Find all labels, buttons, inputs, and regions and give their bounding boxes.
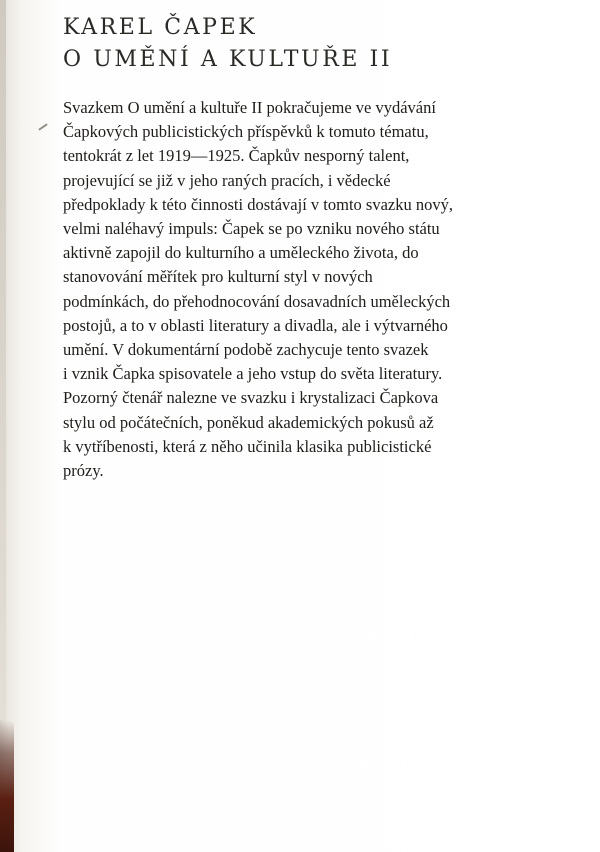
blurb-line: Čapkových publicistických příspěvků k tomuto tématu,: [63, 122, 429, 142]
blurb-line: velmi naléhavý impuls: Čapek se po vzniku nového státu: [63, 219, 440, 239]
blurb-line: Svazkem O umění a kultuře II pokračujeme ve vydávání: [63, 98, 436, 117]
blurb-line: postojů, a to v oblasti literatury a divadla, ale i výtvarného: [63, 315, 448, 335]
blurb-line: tentokrát z let 1919—1925. Čapkův nesporný talent,: [63, 146, 410, 166]
book-title: O UMĚNÍ A KULTUŘE II: [63, 47, 393, 72]
book-header: [63, 12, 583, 76]
cover-edge: [0, 720, 14, 852]
blurb-line: projevující se již v jeho raných pracích, i vědecké: [63, 170, 391, 190]
blurb-line: Pozorný čtenář nalezne ve svazku i krystalizaci Čapkova: [63, 388, 439, 408]
blurb-line: umění. V dokumentární podobě zachycuje tento svazek: [63, 340, 429, 360]
blurb-line: prózy.: [63, 461, 104, 481]
blurb-line: předpoklady k této činnosti dostávají v tomto svazku nový,: [63, 194, 453, 214]
blurb-line: podmínkách, do přehodnocování dosavadních uměleckých: [63, 291, 451, 311]
blurb-line: i vznik Čapka spisovatele a jeho vstup do světa literatury.: [63, 364, 443, 384]
blurb-line: stanovování měřítek pro kulturní styl v nových: [63, 267, 373, 287]
blurb-line: aktivně zapojil do kulturního a uměleckého života, do: [63, 243, 419, 263]
author-name: KAREL ČAPEK: [63, 15, 258, 40]
blurb-line: k vytříbenosti, která z něho učinila klasika publicistické: [63, 436, 432, 456]
pencil-mark: [38, 123, 47, 130]
page-edge-shadow: [0, 0, 6, 720]
blurb-line: stylu od počátečních, poněkud akademických pokusů až: [63, 412, 434, 432]
blurb-paragraph: [63, 96, 543, 483]
